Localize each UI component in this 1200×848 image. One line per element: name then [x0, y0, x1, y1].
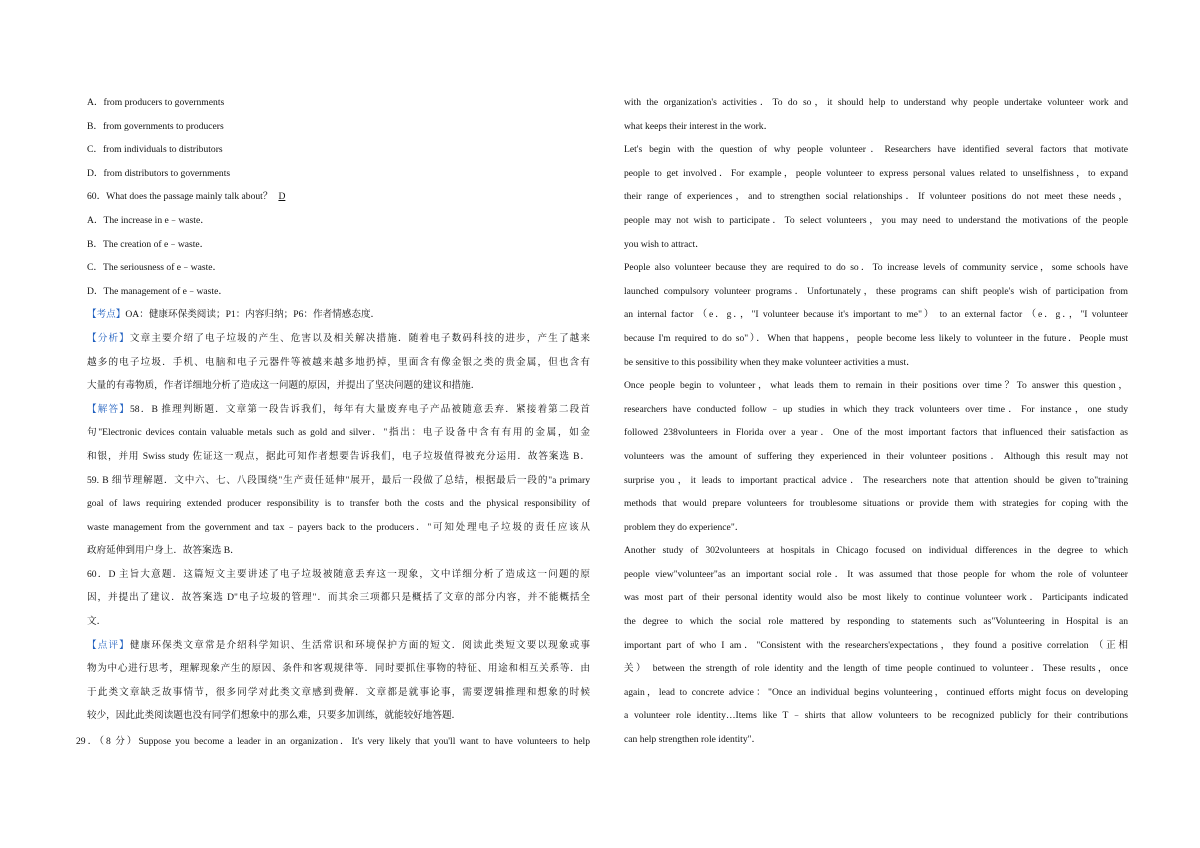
option-60-b: B．The creation of e﹣waste． [87, 238, 210, 250]
passage-line: what keeps their interest in the work． [624, 120, 774, 132]
kaodian-line [87, 303, 590, 327]
question-29-start [76, 730, 590, 754]
passage-line: their range of experiences，and to strengthen social relationships．If volunteer positions do not meet these needs， [624, 191, 1128, 203]
fenxi-line-2: 越多的电子垃圾．手机、电脑和电子元器件等被越来越多地扔掉，里面含有像金银之类的贵金属，但也含有 [87, 356, 590, 368]
option-59-c: C．from individuals to distributors [87, 144, 223, 156]
passage-line: because I'm required to do so"）．When that happens，people become less likely to volunteer in the future．People must [624, 332, 1128, 344]
option-60-c: C．The seriousness of e﹣waste． [87, 262, 223, 274]
option-59-a: A．from producers to governments [87, 97, 225, 108]
jieda-line-5: goal of laws requiring extended producer responsibility is to transfer both the costs and the physical responsibility of [87, 498, 590, 510]
left-column [87, 91, 590, 728]
passage-line: researchers have conducted follow﹣up studies in which they track volunteers over time．For instance，one study [624, 403, 1128, 415]
jieda-line-1 [87, 398, 590, 422]
question-60-stem: 60．What does the passage mainly talk about？ [87, 191, 273, 203]
passage-line: a volunteer role identity…Items like T﹣shirts that allow volunteers to be recognized publicly for their contributions [624, 710, 1128, 722]
dianping-line-3: 于此类文章缺乏故事情节，很多同学对此类文章感到费解．文章都是就事论事，需要逻辑推理和想象的时候 [87, 686, 590, 698]
passage-line: 关） between the strength of role identity and the length of time people continued to volunteer．These results，once [624, 663, 1128, 675]
jieda-tag: 【解答】 [87, 403, 130, 415]
dianping-text-1: 健康环保类文章常是介绍科学知识、生活常识和环境保护方面的短文．阅读此类短文要以现象或事 [129, 639, 591, 651]
option-59-d: D．from distributors to governments [87, 167, 231, 179]
question-60-answer: D [278, 191, 286, 203]
dianping-line-4: 较少，因此此类阅读题也没有同学们想象中的那么难，只要多加训练，就能较好地答题． [87, 710, 462, 722]
dianping-line-1 [87, 634, 590, 658]
jieda-line-4: 59. B 细节理解题．文中六、七、八段围绕"生产责任延伸"展开，最后一段做了总结，根据最后一段的"a primary [87, 474, 590, 486]
fenxi-text-1: 文章主要介绍了电子垃圾的产生、危害以及相关解决措施．随着电子数码科技的进步，产生了越来 [129, 332, 591, 344]
passage-line: can help strengthen role identity"． [624, 734, 762, 746]
passage-line: surprise you，it leads to important practical advice．The researchers note that attention should be given to"training [624, 474, 1128, 486]
passage-line: Another study of 302volunteers at hospitals in Chicago focused on individual differences in the degree to which [624, 545, 1128, 557]
passage-line: people to get involved．For example，people volunteer to express personal values related to unselfishness，to expand [624, 167, 1128, 179]
passage-line: Once people begin to volunteer，what leads them to remain in their positions over time？To answer this question， [624, 380, 1128, 392]
passage-line: followed 238volunteers in Florida over a year．One of the most important factors that influenced their satisfaction as [624, 427, 1128, 439]
passage-line: launched compulsory volunteer programs．Unfortunately，these programs can shift people's wish of participation from [624, 285, 1128, 297]
passage-line: be sensitive to this possibility when they make volunteer activities a must． [624, 356, 916, 368]
passage-line: an internal factor （e．g．，"I volunteer because it's important to me"） to an external factor （e．g．，"I volunteer [624, 309, 1128, 321]
jieda-line-9: 因，并提出了建议．故答案选 D"电子垃圾的管理"．而其余三项都只是概括了文章的部分内容，并不能概括全 [87, 592, 590, 604]
fenxi-line-1 [87, 327, 590, 351]
kaodian-tag: 【考点】 [87, 309, 126, 321]
question-60 [87, 185, 590, 209]
jieda-text-1: 58．B 推理判断题．文章第一段告诉我们，每年有大量废弃电子产品被随意丢弃．紧接着第二段首 [129, 403, 591, 415]
passage-line: was most part of their personal identity would also be most likely to continue volunteer work．Participants indicated [624, 592, 1128, 604]
jieda-line-8: 60．D 主旨大意题．这篇短文主要讲述了电子垃圾被随意丢弃这一现象，文中详细分析了造成这一问题的原 [87, 568, 590, 580]
passage-line: with the organization's activities．To do so，it should help to understand why people undertake volunteer work and [624, 97, 1128, 108]
passage-line: people view"volunteer"as an important social role．It was assumed that those people for whom the role of volunteer [624, 568, 1128, 580]
passage-line: again，lead to concrete advice："Once an individual begins volunteering，continued efforts might focus on developing [624, 686, 1128, 698]
passage-line: volunteers was the amount of suffering they experienced in their volunteer positions．Although this result may not [624, 450, 1128, 462]
passage-line: the degree to which the social role mattered by responding to statements such as"Volunteering in Hospital is an [624, 616, 1128, 628]
fenxi-line-3: 大量的有毒物质，作者详细地分析了造成这一问题的原因，并提出了坚决问题的建议和措施． [87, 380, 481, 392]
jieda-line-7: 政府延伸到用户身上．故答案选 B． [87, 545, 240, 557]
option-60-a: A．The increase in e﹣waste． [87, 214, 210, 226]
dianping-line-2: 物为中心进行思考，理解现象产生的原因、条件和客观规律等．同时要抓住事物的特征、用途和相互关系等．由 [87, 663, 590, 675]
passage-line: you wish to attract． [624, 238, 705, 250]
right-column [624, 91, 1128, 752]
option-59-b: B．from governments to producers [87, 120, 224, 132]
kaodian-text: OA：健康环保类阅读；P1：内容归纳；P6：作者情感态度． [125, 309, 381, 321]
jieda-line-10: 文． [87, 616, 107, 628]
passage-line: People also volunteer because they are required to do so．To increase levels of community service，some schools have [624, 262, 1128, 274]
passage-line: problem they do experience"． [624, 521, 745, 533]
jieda-line-2: 句"Electronic devices contain valuable metals such as gold and silver．"指出：电子设备中含有有用的金属，如金 [87, 427, 590, 439]
jieda-line-3: 和银，并用 Swiss study 佐证这一观点，据此可知作者想要告诉我们，电子垃圾值得被充分运用．故答案选 B． [87, 450, 590, 462]
dianping-tag: 【点评】 [87, 639, 130, 651]
passage-line: important part of who I am．"Consistent with the researchers'expectations，they found a positive correlation （正相 [624, 639, 1128, 651]
question-29-line: 29．（8 分）Suppose you become a leader in an organization．It's very likely that you'll want to have volunteers to help [76, 736, 590, 747]
passage-line: methods that would prepare volunteers for troublesome situations or provide them with strategies for coping with the [624, 498, 1128, 510]
passage-line: Let's begin with the question of why people volunteer．Researchers have identified several factors that motivate [624, 144, 1128, 156]
passage-line: people may not wish to participate．To select volunteers，you may need to understand the motivations of the people [624, 214, 1128, 226]
fenxi-tag: 【分析】 [87, 332, 130, 344]
jieda-line-6: waste management from the government and tax﹣payers back to the producers．"可知处理电子垃圾的责任应该从 [87, 521, 590, 533]
option-60-d: D．The management of e﹣waste． [87, 285, 228, 297]
